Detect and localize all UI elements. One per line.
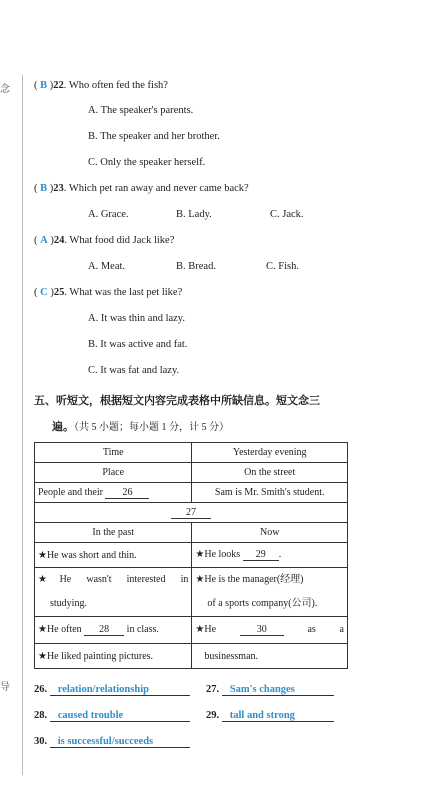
option-23-b: B. Lady. [176, 209, 212, 220]
blank-30: 30 [240, 624, 284, 636]
table-row [35, 644, 348, 669]
table-cell [35, 568, 192, 617]
table-cell: Place [35, 463, 192, 483]
table-cell: ★He liked painting pictures. [35, 644, 192, 669]
answer-number: 30. [34, 736, 48, 747]
cell-text: in class. [126, 624, 159, 635]
answer-23: B [40, 183, 48, 194]
edge-mark-bottom: 导 [0, 682, 10, 693]
table-row [35, 523, 348, 543]
option-22-b: B. The speaker and her brother. [88, 131, 220, 142]
answer-number: 26. [34, 684, 48, 695]
option-24-a: A. Meat. [88, 261, 126, 272]
table-row [35, 503, 348, 523]
option-22-a: A. The speaker's parents. [88, 105, 194, 116]
answer-text: is successful/succeeds [50, 736, 190, 748]
answer-line-28 [34, 710, 190, 722]
table-cell: Now [192, 523, 348, 543]
table-row [35, 568, 348, 617]
cell-text: ★He [195, 624, 217, 635]
table-cell: ★He was short and thin. [35, 543, 192, 568]
answer-number: 28. [34, 710, 48, 721]
answer-text: relation/relationship [50, 684, 190, 696]
answer-line-27 [206, 684, 334, 696]
option-25-b: B. It was active and fat. [88, 339, 188, 350]
cell-text: of a sports company(公司). [207, 598, 318, 609]
table-cell: Yesterday evening [192, 443, 348, 463]
table-cell [35, 617, 192, 644]
section-title-cont: 遍。 [52, 421, 74, 433]
cell-text: ★He looks [195, 549, 241, 560]
question-25: ( C )25. What was the last pet like? [34, 287, 183, 298]
table-cell: Time [35, 443, 192, 463]
cell-text: a [339, 624, 344, 635]
answer-number: 29. [206, 710, 220, 721]
blank-27: 27 [171, 507, 211, 519]
question-number: 23 [53, 183, 64, 194]
option-25-c: C. It was fat and lazy. [88, 365, 180, 376]
answer-line-30 [34, 736, 190, 748]
table-row [35, 617, 348, 644]
table-row [35, 543, 348, 568]
question-text: What was the last pet like? [69, 287, 183, 298]
table-cell [192, 543, 348, 568]
cell-text: ★He wasn't interested in [38, 574, 189, 585]
answer-text: Sam's changes [222, 684, 334, 696]
question-number: 25 [53, 287, 65, 298]
answer-text: caused trouble [50, 710, 190, 722]
answer-text: tall and strong [222, 710, 334, 722]
question-22: ( B )22. Who often fed the fish? [34, 80, 168, 91]
option-24-c: C. Fish. [266, 261, 299, 272]
question-text: What food did Jack like? [69, 235, 175, 246]
cell-text: as [307, 624, 316, 635]
answer-number: 27. [206, 684, 220, 695]
cell-text: studying. [50, 598, 87, 609]
option-23-a: A. Grace. [88, 209, 129, 220]
answer-22: B [40, 80, 48, 91]
option-23-c: C. Jack. [270, 209, 304, 220]
blank-28: 28 [84, 624, 124, 636]
answer-25: C [40, 287, 48, 298]
question-number: 22 [53, 80, 64, 91]
answer-line-29 [206, 710, 334, 722]
table-cell [35, 483, 192, 503]
question-number: 24 [53, 235, 65, 246]
blank-26: 26 [105, 487, 149, 499]
table-cell: businessman. [192, 644, 348, 669]
question-text: Who often fed the fish? [68, 80, 168, 91]
table-row [35, 443, 348, 463]
option-25-a: A. It was thin and lazy. [88, 313, 186, 324]
cell-text: . [278, 549, 282, 560]
margin-line [22, 75, 23, 775]
table-cell [192, 568, 348, 617]
cell-text: ★He is the manager(经理) [195, 574, 304, 585]
answer-24: A [40, 235, 48, 246]
option-22-c: C. Only the speaker herself. [88, 157, 206, 168]
table-cell: On the street [192, 463, 348, 483]
table-cell [35, 503, 348, 523]
blank-29: 29 [243, 549, 279, 561]
section-subtitle [52, 418, 229, 434]
table-cell: Sam is Mr. Smith's student. [192, 483, 348, 503]
section-scoring: （共 5 小题；每小题 1 分，计 5 分） [74, 422, 229, 433]
edge-mark-top: 念 [0, 84, 10, 95]
section-title: 五、听短文，根据短文内容完成表格中所缺信息。短文念三 [34, 395, 320, 407]
answer-line-26 [34, 684, 190, 696]
table-cell: In the past [35, 523, 192, 543]
info-table [34, 442, 348, 669]
question-text: Which pet ran away and never came back? [68, 183, 249, 194]
table-cell [192, 617, 348, 644]
question-23: ( B )23. Which pet ran away and never came back? [34, 183, 249, 194]
option-24-b: B. Bread. [176, 261, 216, 272]
question-24: ( A )24. What food did Jack like? [34, 235, 175, 246]
cell-text: People and their [38, 486, 103, 498]
cell-text: ★He often [38, 624, 82, 635]
table-row [35, 463, 348, 483]
table-row [35, 483, 348, 503]
